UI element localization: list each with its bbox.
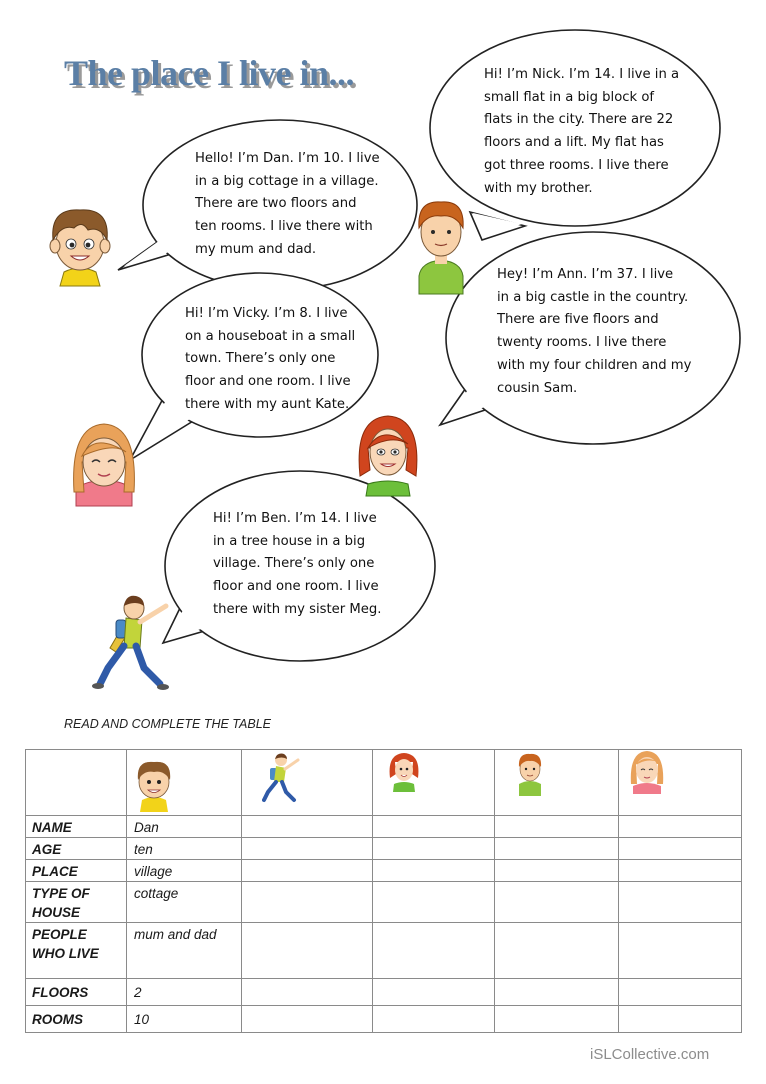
cell-floors-vicky[interactable] — [619, 979, 742, 1006]
cell-name-nick[interactable] — [495, 816, 619, 838]
row-label-name: NAME — [26, 816, 127, 838]
table-row — [26, 838, 742, 860]
page-title: The place I live in... — [64, 53, 355, 93]
row-label-place: PLACE — [26, 860, 127, 882]
cell-place-nick[interactable] — [495, 860, 619, 882]
row-label-type-of-house: TYPE OF HOUSE — [26, 882, 127, 923]
header-vicky-cell — [619, 750, 742, 816]
ben-thumb-icon — [262, 752, 302, 804]
cell-place-vicky[interactable] — [619, 860, 742, 882]
cell-place-ann[interactable] — [373, 860, 495, 882]
ann-thumb-icon — [387, 752, 421, 792]
cell-name-vicky[interactable] — [619, 816, 742, 838]
cell-people-nick[interactable] — [495, 923, 619, 979]
table-row — [26, 816, 742, 838]
table-row — [26, 979, 742, 1006]
cell-people-ben[interactable] — [242, 923, 373, 979]
cell-type-ben[interactable] — [242, 882, 373, 923]
table-row — [26, 882, 742, 923]
cell-people-dan[interactable]: mum and dad — [127, 923, 242, 979]
cell-floors-ben[interactable] — [242, 979, 373, 1006]
cell-rooms-ben[interactable] — [242, 1006, 373, 1033]
cell-name-ann[interactable] — [373, 816, 495, 838]
cell-type-ann[interactable] — [373, 882, 495, 923]
cell-name-ben[interactable] — [242, 816, 373, 838]
cell-type-vicky[interactable] — [619, 882, 742, 923]
ben-bubble-text: Hi! I’m Ben. I’m 14. I live in a tree house in a big village. There’s only one floor and one room. I live there with my sister Meg. — [213, 511, 382, 617]
cell-place-ben[interactable] — [242, 860, 373, 882]
row-label-age: AGE — [26, 838, 127, 860]
vicky-thumb-icon — [629, 750, 665, 794]
cell-people-vicky[interactable] — [619, 923, 742, 979]
cell-age-ann[interactable] — [373, 838, 495, 860]
dan-avatar — [50, 210, 110, 286]
cell-floors-ann[interactable] — [373, 979, 495, 1006]
cell-age-nick[interactable] — [495, 838, 619, 860]
header-dan-cell — [127, 750, 242, 816]
table-row — [26, 860, 742, 882]
cell-rooms-dan[interactable]: 10 — [127, 1006, 242, 1033]
nick-thumb-icon — [515, 752, 545, 796]
completion-table — [25, 749, 742, 1033]
cell-people-ann[interactable] — [373, 923, 495, 979]
header-ann-cell — [373, 750, 495, 816]
row-label-people-who-live: PEOPLE WHO LIVE — [26, 923, 127, 979]
watermark: iSLCollective.com — [590, 1046, 710, 1063]
cell-type-dan[interactable]: cottage — [127, 882, 242, 923]
ann-avatar — [359, 416, 417, 496]
corner-cell — [26, 750, 127, 816]
nick-avatar — [419, 202, 463, 294]
ben-avatar — [92, 596, 169, 690]
cell-type-nick[interactable] — [495, 882, 619, 923]
header-nick-cell — [495, 750, 619, 816]
cell-name-dan[interactable]: Dan — [127, 816, 242, 838]
cell-rooms-vicky[interactable] — [619, 1006, 742, 1033]
cell-age-vicky[interactable] — [619, 838, 742, 860]
nick-bubble-text: Hi! I’m Nick. I’m 14. I live in a small flat in a big block of flats in the city. There are 22 floors and a lift. My flat has got three rooms. I live there with my brother. — [484, 67, 680, 196]
header-ben-cell — [242, 750, 373, 816]
row-label-rooms: ROOMS — [26, 1006, 127, 1033]
table-header-row — [26, 750, 742, 816]
instruction-text: READ AND COMPLETE THE TABLE — [64, 717, 271, 731]
vicky-avatar — [74, 424, 135, 506]
table-row — [26, 1006, 742, 1033]
dan-thumb-icon — [130, 754, 180, 812]
cell-rooms-ann[interactable] — [373, 1006, 495, 1033]
cell-age-ben[interactable] — [242, 838, 373, 860]
vicky-bubble-text: Hi! I’m Vicky. I’m 8. I live on a houseboat in a small town. There’s only one floor and one room. I live there with my aunt Kate. — [185, 306, 356, 412]
cell-place-dan[interactable]: village — [127, 860, 242, 882]
table-row — [26, 923, 742, 979]
cell-floors-dan[interactable]: 2 — [127, 979, 242, 1006]
cell-floors-nick[interactable] — [495, 979, 619, 1006]
row-label-floors: FLOORS — [26, 979, 127, 1006]
dan-bubble-text: Hello! I’m Dan. I’m 10. I live in a big cottage in a village. There are two floors and ten rooms. I live there with my mum and dad. — [195, 151, 380, 257]
cell-rooms-nick[interactable] — [495, 1006, 619, 1033]
cell-age-dan[interactable]: ten — [127, 838, 242, 860]
ann-bubble-text: Hey! I’m Ann. I’m 37. I live in a big castle in the country. There are five floors and twenty rooms. I live there with my four children and my cousin Sam. — [497, 267, 692, 396]
